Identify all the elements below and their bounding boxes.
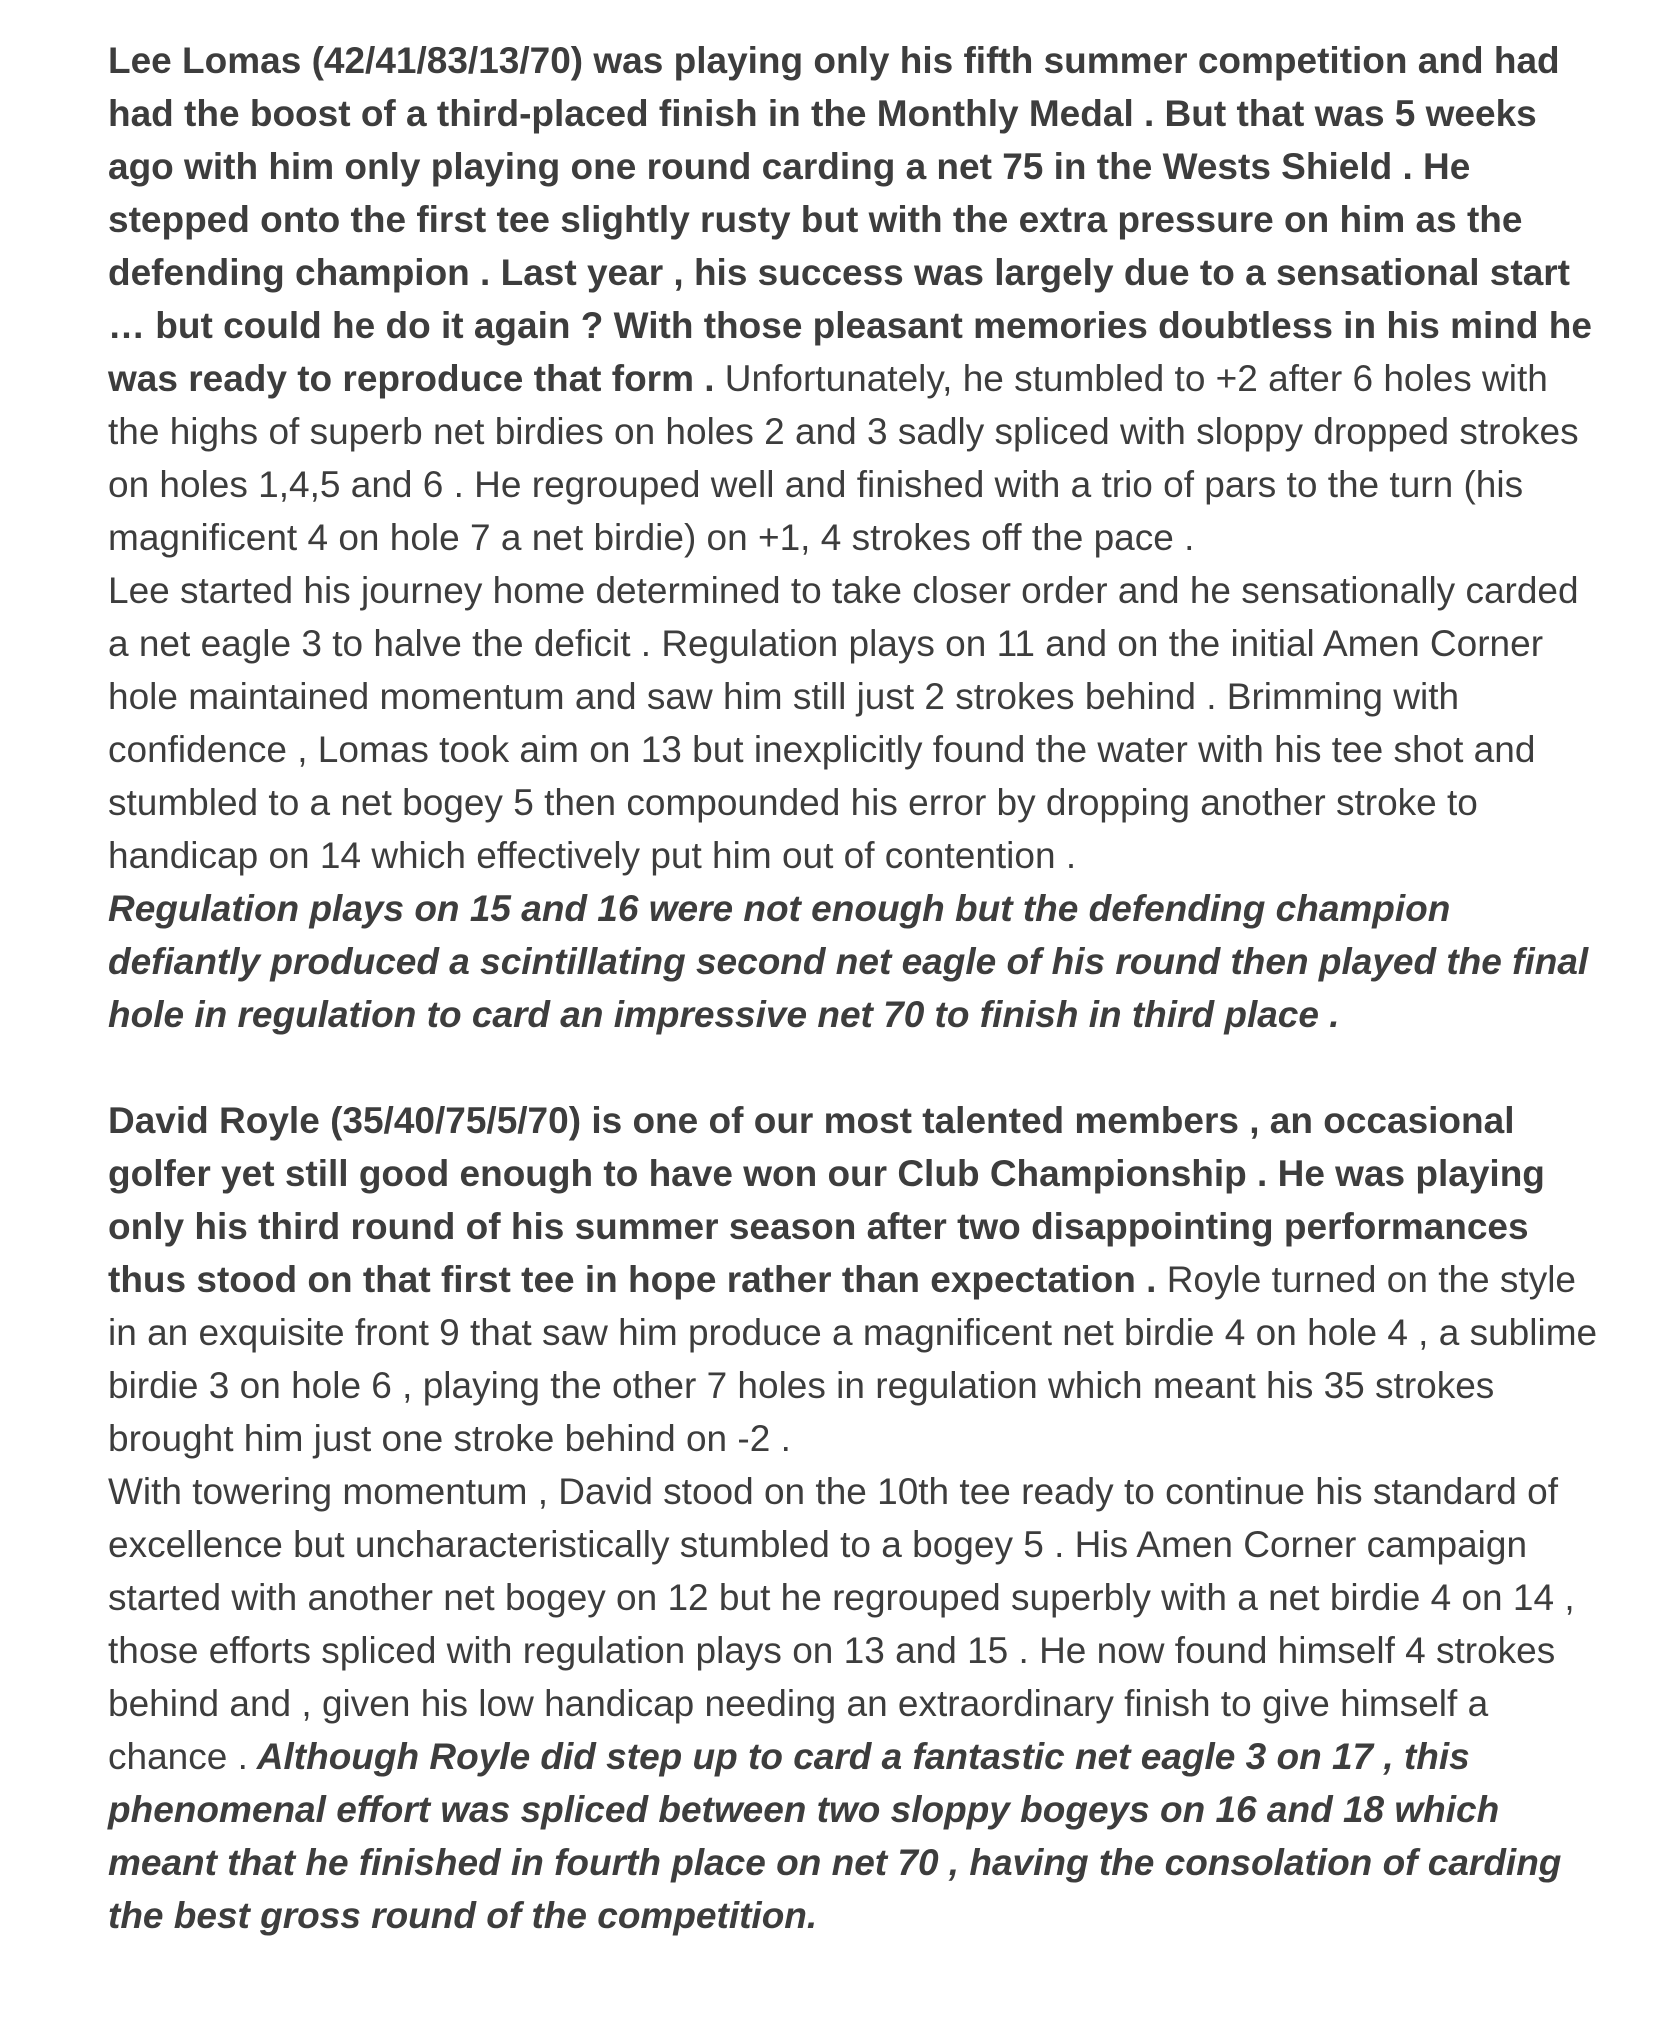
- royle-intro-bold-text: David Royle (35/40/75/5/70) is one of our most talented members , an occasional golfer yet still good enough to have won our Club Championship . He was playing only his third round of his summer season after two disappointing performances thus stood on that first tee in hope rather than expectation .: [108, 1100, 1545, 1300]
- royle-front-nine-text: Royle turned on the style in an exquisite front 9 that saw him produce a magnificent net birdie 4 on hole 4 , a sublime birdie 3 on hole 6 , playing the other 7 holes in regulation which meant his 35 strokes brought him just one stroke behind on -2 .: [108, 1259, 1598, 1459]
- lomas-intro-bold-text: Lee Lomas (42/41/83/13/70) was playing only his fifth summer competition and had had the boost of a third-placed finish in the Monthly Medal . But that was 5 weeks ago with him only playing one round carding a net 75 in the Wests Shield . He stepped onto the first tee slightly rusty but with the extra pressure on him as the defending champion . Last year , his success was largely due to a sensational start … but could he do it again ? With those pleasant memories doubtless in his mind he was ready to reproduce that form .: [108, 40, 1592, 399]
- article-body: [108, 34, 1608, 1942]
- lomas-paragraph-front-nine: [108, 34, 1608, 564]
- lomas-finish-bold-italic-text: Regulation plays on 15 and 16 were not enough but the defending champion defiantly produced a scintillating second net eagle of his round then played the final hole in regulation to card an impressive net 70 to finish in third place .: [108, 888, 1589, 1035]
- lomas-front-nine-text: Unfortunately, he stumbled to +2 after 6 holes with the highs of superb net birdies on holes 2 and 3 sadly spliced with sloppy dropped strokes on holes 1,4,5 and 6 . He regrouped well and finished with a trio of pars to the turn (his magnificent 4 on hole 7 a net birdie) on +1, 4 strokes off the pace .: [108, 358, 1579, 558]
- lomas-paragraph-back-nine: [108, 564, 1608, 1041]
- lomas-back-nine-text: Lee started his journey home determined to take closer order and he sensationally carded a net eagle 3 to halve the deficit . Regulation plays on 11 and on the initial Amen Corner hole maintained momentum and saw him still just 2 strokes behind . Brimming with confidence , Lomas took aim on 13 but inexplicitly found the water with his tee shot and stumbled to a net bogey 5 then compounded his error by dropping another stroke to handicap on 14 which effectively put him out of contention .: [108, 570, 1579, 876]
- royle-back-nine-text: With towering momentum , David stood on the 10th tee ready to continue his standard of excellence but uncharacteristically stumbled to a bogey 5 . His Amen Corner campaign started with another net bogey on 12 but he regrouped superbly with a net birdie 4 on 14 , those efforts spliced with regulation plays on 13 and 15 . He now found himself 4 strokes behind and , given his low handicap needing an extraordinary finish to give himself a chance .: [108, 1471, 1575, 1777]
- royle-paragraph-back-nine: [108, 1465, 1608, 1942]
- paragraph-spacer: [108, 1041, 1608, 1094]
- royle-finish-bold-italic-text: Although Royle did step up to card a fantastic net eagle 3 on 17 , this phenomenal effort was spliced between two sloppy bogeys on 16 and 18 which meant that he finished in fourth place on net 70 , having the consolation of carding the best gross round of the competition.: [108, 1736, 1562, 1936]
- royle-paragraph-front-nine: [108, 1094, 1608, 1465]
